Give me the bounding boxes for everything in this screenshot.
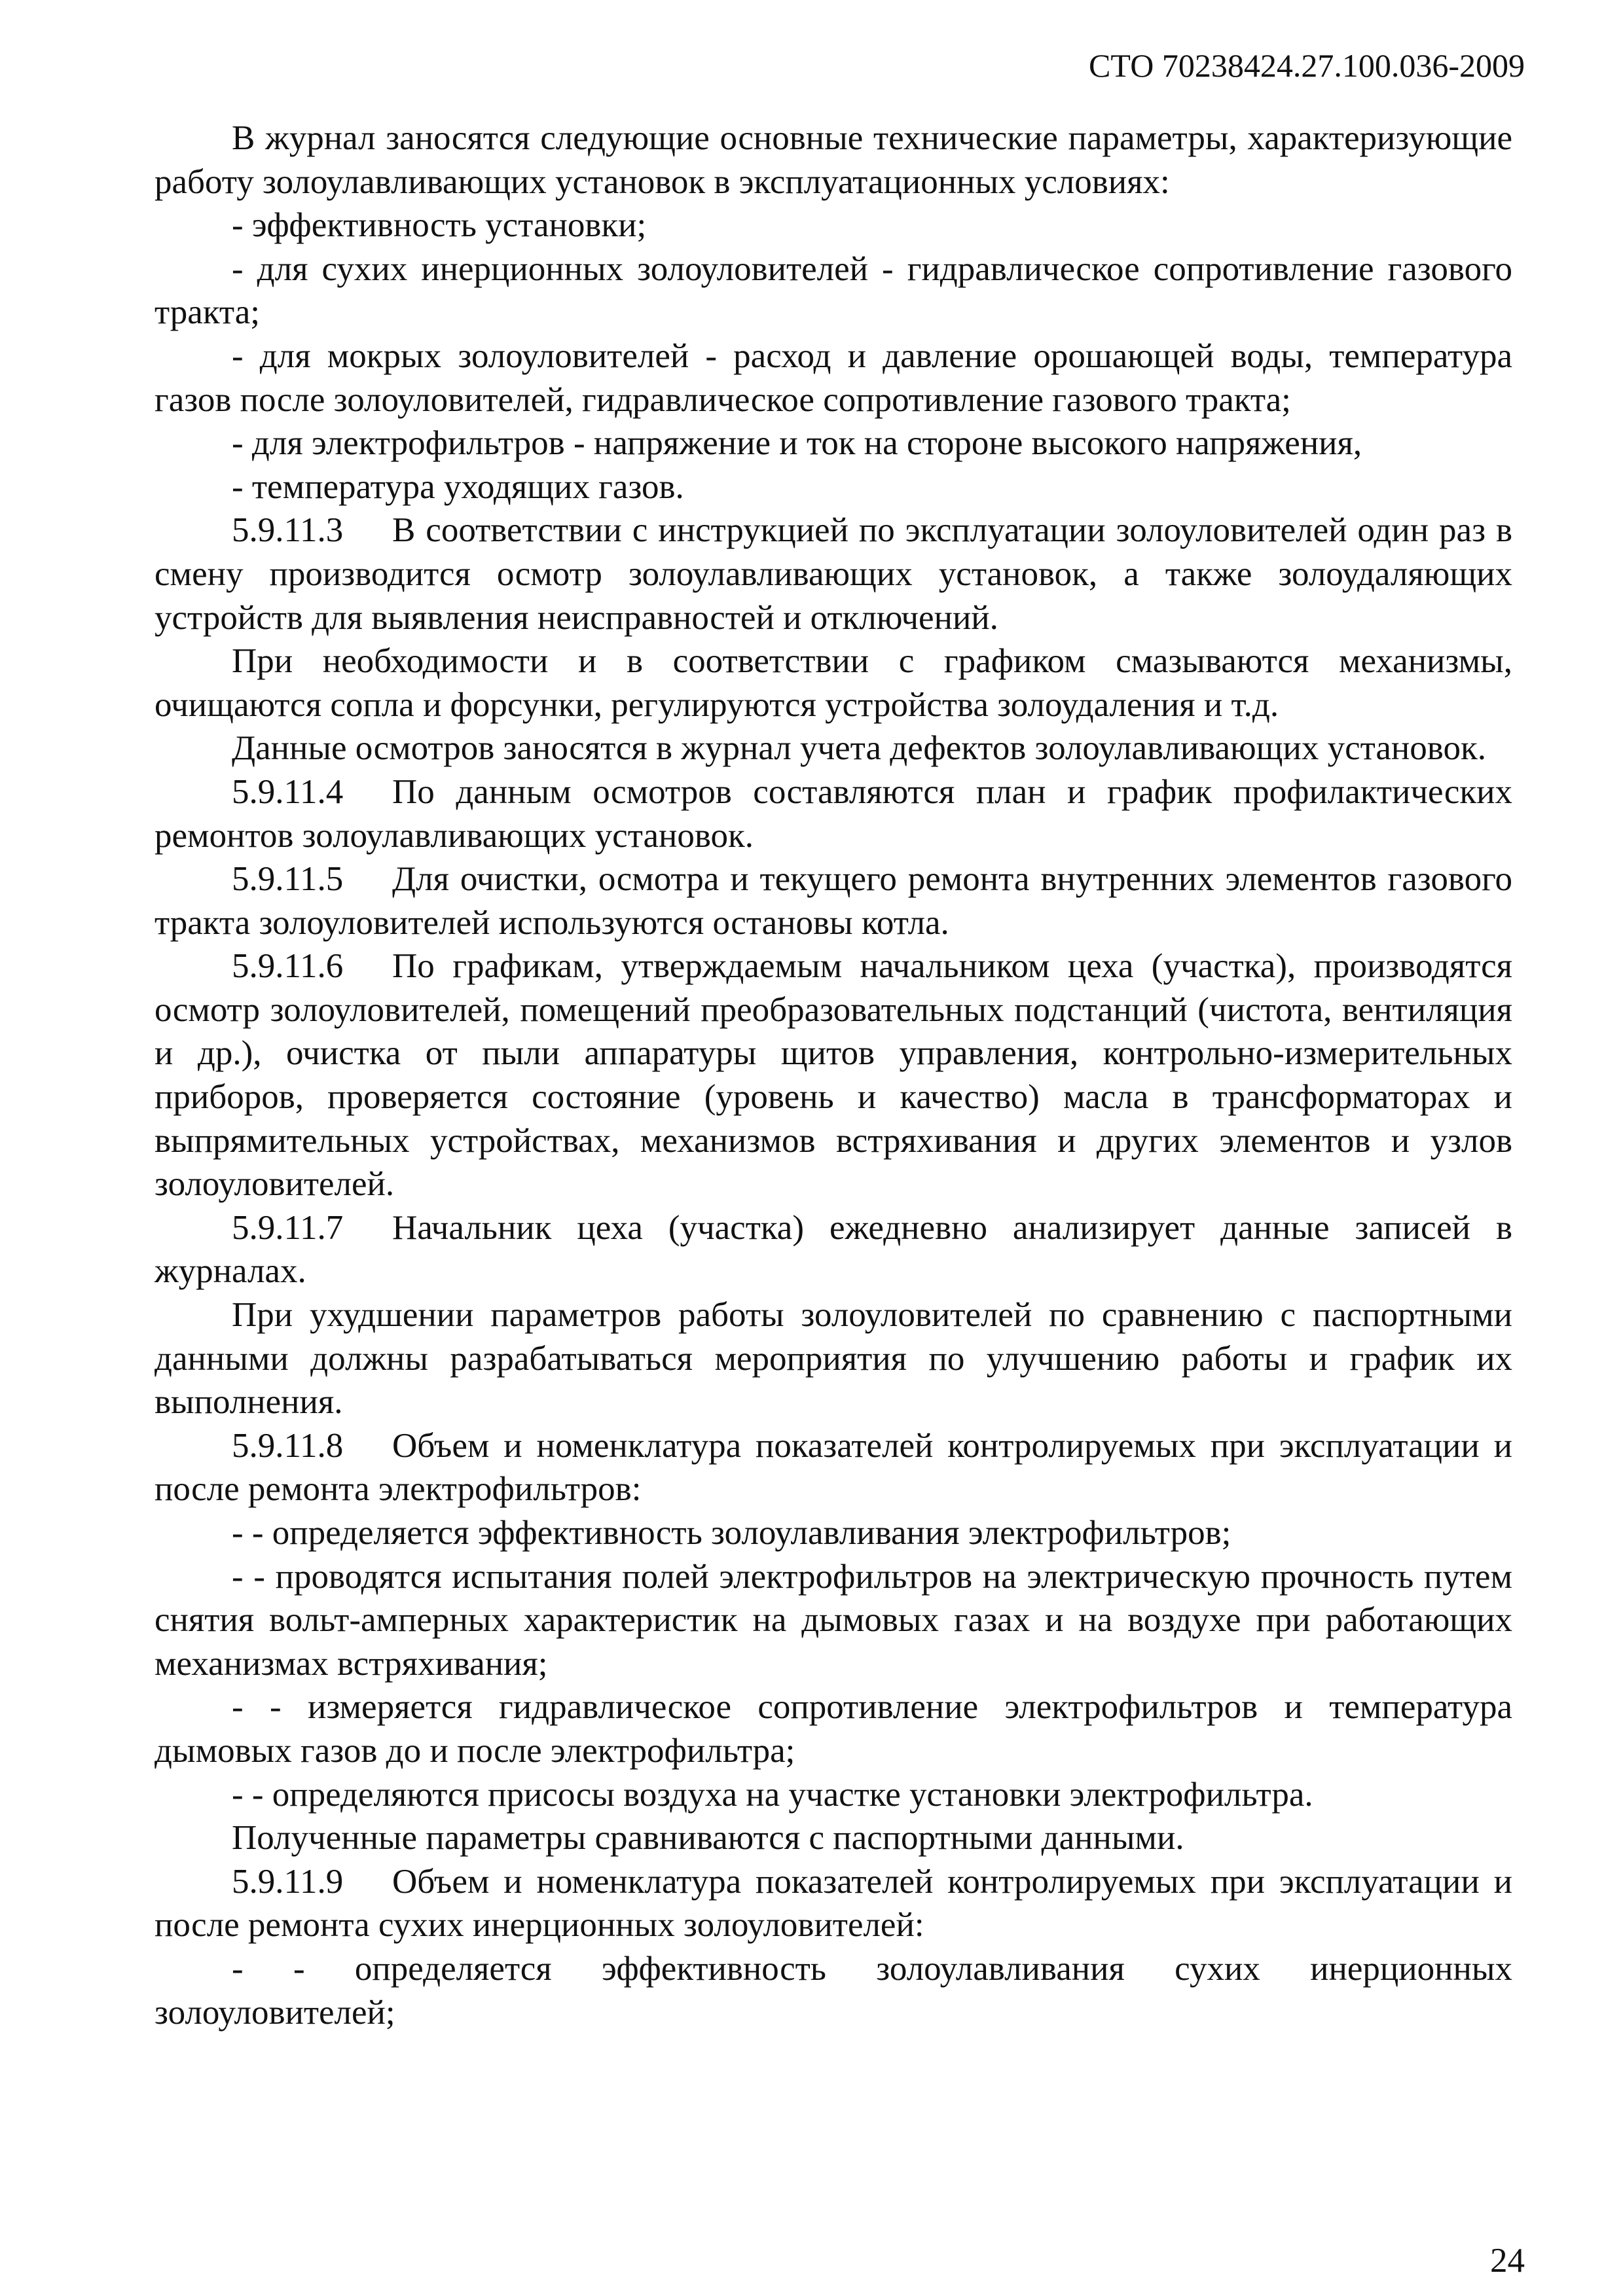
section-5-9-11-3-para-2: При необходимости и в соответствии с графиком смазываются механизмы, очищаются сопла и форсунки, регулируются устройства золоудаления и т.д. xyxy=(155,642,1512,724)
section-text: По графикам, утверждаемым начальником цеха (участка), производятся осмотр золоуловителей, помещений преобразовательных подстанций (чистота, вентиляция и др.), очистка от пыли аппаратуры щитов управления, контрольно-измерительных приборов, проверяется состояние (уровень и качество) масла в трансформаторах и выпрямительных устройствах, механизмов встряхивания и других элементов и узлов золоуловителей. xyxy=(155,947,1512,1204)
section-5-9-11-8-item-air-leaks: - - определяются присосы воздуха на участке установки электрофильтра. xyxy=(232,1775,1313,1814)
param-item-flue-temperature: - температура уходящих газов. xyxy=(232,467,684,506)
intro-paragraph: В журнал заносятся следующие основные технические параметры, характеризующие работу золоулавливающих установок в эксплуатационных условиях: xyxy=(155,119,1512,201)
section-5-9-11-4 xyxy=(155,770,1512,857)
section-5-9-11-7-para-2: При ухудшении параметров работы золоуловителей по сравнению с паспортными данными должны разрабатываться мероприятия по улучшению работы и график их выполнения. xyxy=(155,1296,1512,1422)
param-item-wet-collectors: - для мокрых золоуловителей - расход и давление орошающей воды, температура газов после золоуловителей, гидравлическое сопротивление газового тракта; xyxy=(155,336,1512,419)
section-5-9-11-9 xyxy=(155,1860,1512,1947)
param-item-dry-collectors: - для сухих инерционных золоуловителей - гидравлическое сопротивление газового тракта; xyxy=(155,249,1512,332)
section-text: В соответствии с инструкцией по эксплуатации золоуловителей один раз в смену производится осмотр золоулавливающих установок, а также золоудаляющих устройств для выявления неисправностей и отключений. xyxy=(155,511,1512,637)
section-text: Объем и номенклатура показателей контролируемых при эксплуатации и после ремонта сухих инерционных золоуловителей: xyxy=(155,1862,1512,1945)
param-item-electrofilters: - для электрофильтров - напряжение и ток на стороне высокого напряжения, xyxy=(232,424,1362,463)
section-text: Объем и номенклатура показателей контролируемых при эксплуатации и после ремонта электрофильтров: xyxy=(155,1426,1512,1509)
section-5-9-11-9-item-efficiency: - - определяется эффективность золоулавливания сухих инерционных золоуловителей; xyxy=(155,1949,1512,2032)
section-5-9-11-8-item-resistance: - - измеряется гидравлическое сопротивление электрофильтров и температура дымовых газов до и после электрофильтра; xyxy=(155,1688,1512,1770)
section-text: По данным осмотров составляются план и график профилактических ремонтов золоулавливающих установок. xyxy=(155,772,1512,855)
section-5-9-11-3-para-3: Данные осмотров заносятся в журнал учета дефектов золоулавливающих установок. xyxy=(232,729,1486,768)
page-body xyxy=(155,117,1512,2034)
section-5-9-11-7 xyxy=(155,1206,1512,1293)
section-number: 5.9.11.9 xyxy=(232,1862,344,1901)
section-number: 5.9.11.5 xyxy=(232,860,344,899)
section-5-9-11-6 xyxy=(155,944,1512,1206)
param-item-efficiency: - эффективность установки; xyxy=(232,206,647,245)
page-number: 24 xyxy=(1490,2242,1525,2280)
section-5-9-11-8-item-field-tests: - - проводятся испытания полей электрофильтров на электрическую прочность путем снятия вольт-амперных характеристик на дымовых газах и на воздухе при работающих механизмах встряхивания; xyxy=(155,1557,1512,1683)
section-5-9-11-3 xyxy=(155,509,1512,639)
section-number: 5.9.11.6 xyxy=(232,947,344,986)
section-text: Начальник цеха (участка) ежедневно анализирует данные записей в журналах. xyxy=(155,1208,1512,1291)
section-number: 5.9.11.7 xyxy=(232,1208,344,1247)
section-number: 5.9.11.3 xyxy=(232,511,344,550)
section-5-9-11-8-para-2: Полученные параметры сравниваются с паспортными данными. xyxy=(232,1819,1184,1857)
document-code: СТО 70238424.27.100.036-2009 xyxy=(1089,47,1525,84)
section-number: 5.9.11.8 xyxy=(232,1426,344,1465)
section-5-9-11-8-item-efficiency: - - определяется эффективность золоулавливания электрофильтров; xyxy=(232,1514,1231,1552)
section-5-9-11-8 xyxy=(155,1424,1512,1511)
section-text: Для очистки, осмотра и текущего ремонта внутренних элементов газового тракта золоуловителей используются остановы котла. xyxy=(155,860,1512,942)
section-number: 5.9.11.4 xyxy=(232,772,344,811)
section-5-9-11-5 xyxy=(155,857,1512,944)
